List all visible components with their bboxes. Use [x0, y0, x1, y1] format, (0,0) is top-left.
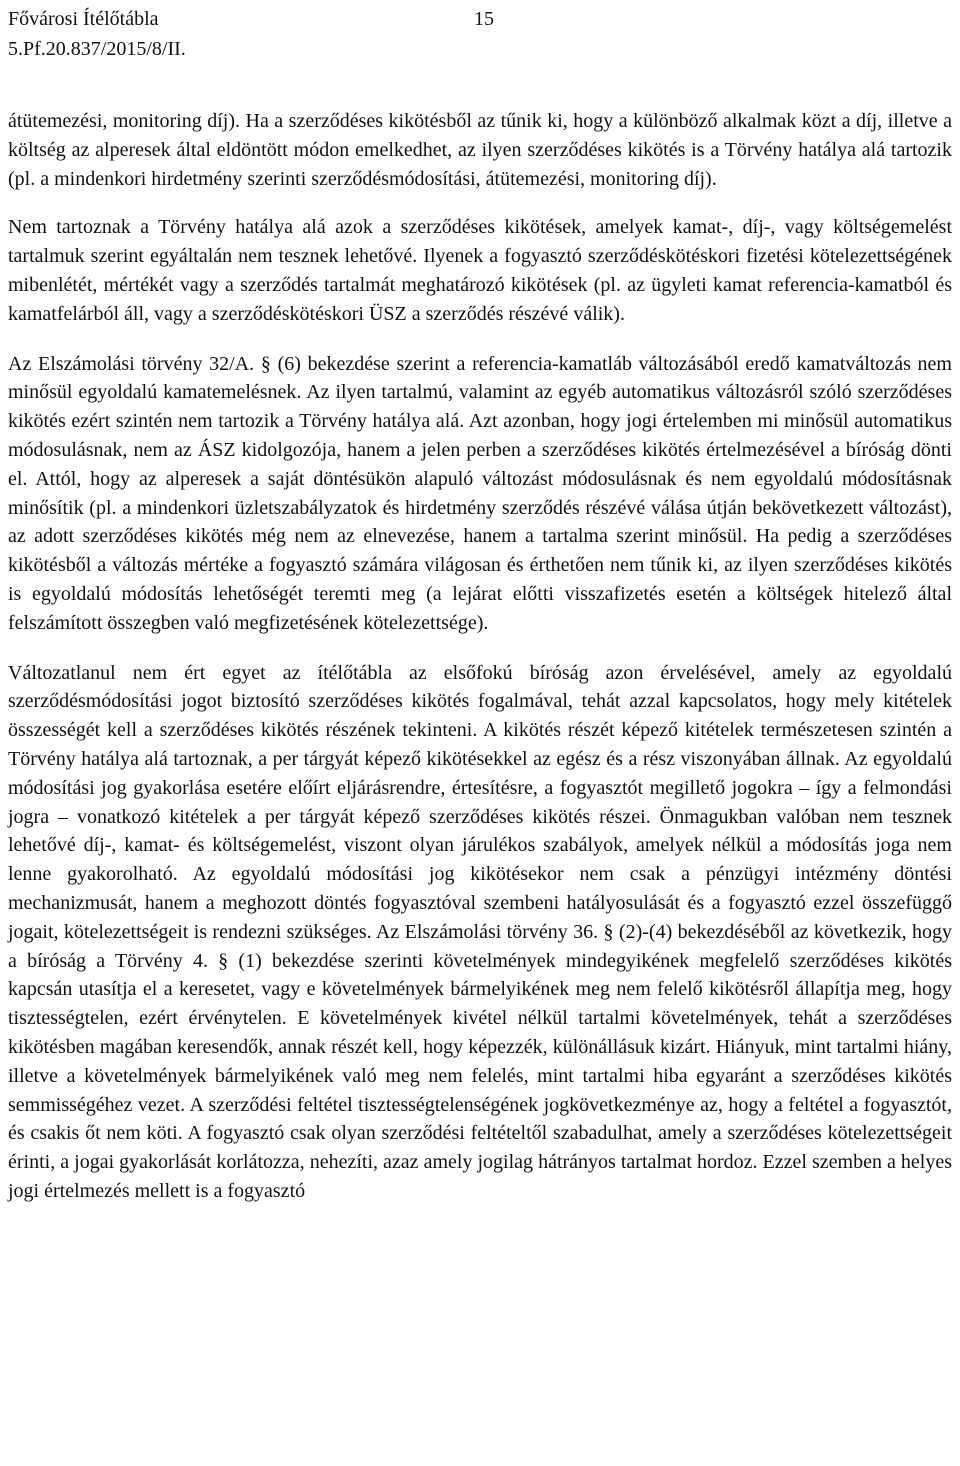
case-number: 5.Pf.20.837/2015/8/II. [8, 38, 186, 60]
paragraph: Az Elszámolási törvény 32/A. § (6) bekezdése szerint a referencia-kamatláb változásából eredő kamatváltozás nem minősül egyoldalú kamatemelésnek. Az ilyen tartalmú, valamint az egyéb automatikus változásról szóló szerződéses kikötés ezért szintén nem tartozik a Törvény hatálya alá. Azt azonban, hogy jogi értelemben mi minősül automatikus módosulásnak, nem az ÁSZ kidolgozója, hanem a jelen perben a szerződéses kikötés értelmezésével a bíróság dönti el. Attól, hogy az alperesek a saját döntésükön alapuló változást módosulásnak és nem egyoldalú módosításnak minősítik (pl. a mindenkori üzletszabályzatok és hirdetmény szerződés részévé válása útján bekövetkezett változást), az adott szerződéses kikötés még nem az elnevezése, hanem a tartalma szerint minősül. Ha pedig a szerződéses kikötésből a változás mértéke a fogyasztó számára világosan és érthetően nem tűnik ki, az ilyen szerződéses kikötés is egyoldalú módosítás lehetőségét teremti meg (a lejárat előtti visszafizetés esetén a költségek hitelező által felszámított összegben való megfizetésének kötelezettsége). [8, 352, 952, 634]
paragraph: átütemezési, monitoring díj). Ha a szerződéses kikötésből az tűnik ki, hogy a különböző alkalmak közt a díj, illetve a költség az alperesek által eldöntött módon emelkedhet, az ilyen szerződéses kikötés is a Törvény hatálya alá tartozik (pl. a mindenkori hirdetmény szerinti szerződésmódosítási, átütemezési, monitoring díj). [8, 110, 952, 190]
page-header [8, 4, 952, 64]
paragraph: Változatlanul nem ért egyet az ítélőtábla az elsőfokú bíróság azon érvelésével, amely az egyoldalú szerződésmódosítási jogot biztosító szerződéses kikötés fogalmával, tehát azzal kapcsolatos, hogy mely kitételek összességét kell a szerződéses kikötés részének tekinteni. A kikötés részét képező kitételek természetesen szintén a Törvény hatálya alá tartoznak, a per tárgyát képező kikötésekkel az egész és a rész viszonyában állnak. Az egyoldalú módosítási jog gyakorlása esetére előírt eljárásrendre, értesítésre, a fogyasztót megillető jogokra – így a felmondási jogra – vonatkozó kitételek a per tárgyát képező szerződéses kikötés részei. Önmagukban valóban nem tesznek lehetővé díj-, kamat- és költségemelést, viszont olyan járulékos szabályok, amelyek nélkül a módosítás joga nem lenne gyakorolható. Az egyoldalú módosítási jog kikötésekor nem csak a pénzügyi intézmény döntési mechanizmusát, hanem a meghozott döntés fogyasztóval szembeni hatályosulását és a fogyasztó ezzel összefüggő jogait, kötelezettségeit is rendezni szükséges. Az Elszámolási törvény 36. § (2)-(4) bekezdéséből az következik, hogy a bíróság a Törvény 4. § (1) bekezdése szerinti követelmények mindegyikének megfelelő szerződéses kikötés kapcsán utasítja el a keresetet, vagy e követelmények bármelyikének meg nem felelő kikötésről állapítja meg, hogy tisztességtelen, ezért érvénytelen. E követelmények kivétel nélkül tartalmi követelmények, tehát a szerződéses kikötésben magában keresendők, annak részét kell, hogy képezzék, különállásuk kizárt. Hiányuk, mint tartalmi hiány, illetve a követelmények bármelyikének való meg nem felelés, mint tartalmi hiba egyaránt a szerződéses kikötés semmisségéhez vezet. A szerződési feltétel tisztességtelenségének jogkövetkezménye az, hogy a feltétel a fogyasztót, és csakis őt nem köti. A fogyasztó csak olyan szerződési feltételtől szabadulhat, amely a szerződéses kötelezettségeit érinti, a jogai gyakorlását korlátozza, nehezíti, azaz amely jogilag hátrányos tartalmat hordoz. Ezzel szemben a helyes jogi értelmezés mellett is a fogyasztó [8, 661, 952, 1202]
document-body [8, 107, 952, 1227]
paragraph: Nem tartoznak a Törvény hatálya alá azok a szerződéses kikötések, amelyek kamat-, díj-, vagy költségemelést tartalmuk szerint egyáltalán nem tesznek lehetővé. Ilyenek a fogyasztó szerződéskötéskori fizetési kötelezettségének mibenlétét, mértékét vagy a szerződés tartalmát meghatározó kikötések (pl. az ügyleti kamat referencia-kamatból és kamatfelárból áll, vagy a szerződéskötéskori ÜSZ a szerződés részévé válik). [8, 216, 952, 325]
court-name: Fővárosi Ítélőtábla [8, 8, 159, 30]
page-number: 15 [474, 8, 494, 30]
